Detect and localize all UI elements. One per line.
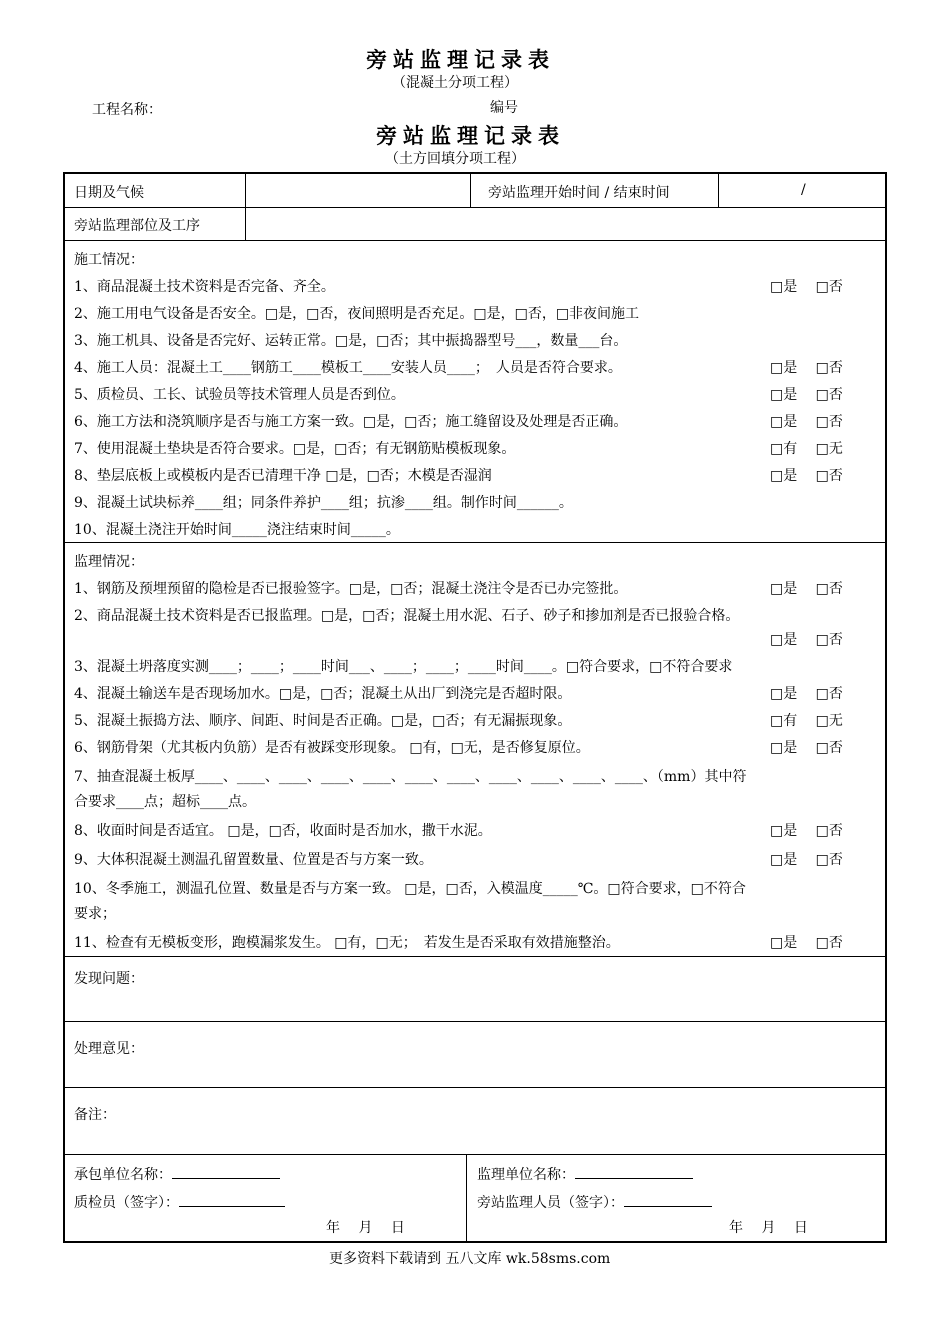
supervision-answer[interactable]: □是 □否 (770, 581, 843, 597)
construction-item: 8、垫层底板上或模板内是否已清理干净 □是，□否；木模是否湿润 (74, 468, 492, 484)
start-end-time-value[interactable]: / (801, 182, 806, 198)
supervisor-unit-label: 监理单位名称： (477, 1164, 693, 1184)
subtitle-1: （混凝土分项工程） (392, 75, 518, 91)
supervision-item: 2、商品混凝土技术资料是否已报监理。□是，□否；混凝土用水泥、石子、砂子和掺加剂是否已报验合格。 (74, 608, 740, 624)
construction-item: 9、混凝土试块标养____组；同条件养护____组；抗渗____组。制作时间______。 (74, 495, 573, 511)
part-process-field[interactable] (247, 209, 882, 239)
supervision-item: 合要求____点；超标____点。 (74, 794, 256, 810)
inspector-label: 质检员（签字）： (74, 1192, 285, 1212)
supervision-item: 11、检查有无模板变形，跑模漏浆发生。 □有，□无； 若发生是否采取有效措施整治。 (74, 935, 620, 951)
problems-label: 发现问题： (74, 971, 144, 987)
supervision-answer[interactable]: □是 □否 (770, 686, 843, 702)
supervision-item: 3、混凝土坍落度实测____；____；____时间___、____；____；____时间____。□符合要求，□不符合要求 (74, 659, 733, 675)
project-name-label: 工程名称： (92, 102, 162, 118)
supervision-answer[interactable]: □是 □否 (770, 823, 843, 839)
construction-item: 3、施工机具、设备是否完好、运转正常。□是，□否；其中振捣器型号___，数量___台。 (74, 333, 628, 349)
subtitle-2: （土方回填分项工程） (385, 151, 525, 167)
supervision-item: 9、大体积混凝土测温孔留置数量、位置是否与方案一致。 (74, 852, 433, 868)
construction-answer[interactable]: □是 □否 (770, 360, 843, 376)
supervisor-unit-field[interactable] (575, 1164, 693, 1179)
contractor-field[interactable] (172, 1164, 280, 1179)
opinion-label: 处理意见： (74, 1041, 144, 1057)
inspector-signature-field[interactable] (179, 1192, 285, 1207)
supervision-item: 要求； (74, 906, 116, 922)
remarks-label: 备注： (74, 1107, 116, 1123)
construction-item: 5、质检员、工长、试验员等技术管理人员是否到位。 (74, 387, 405, 403)
construction-item: 4、施工人员：混凝土工____钢筋工____模板工____安装人员____； 人员是否符合要求。 (74, 360, 622, 376)
construction-answer[interactable]: □是 □否 (770, 414, 843, 430)
supervisor-person-label: 旁站监理人员（签字）： (477, 1192, 712, 1212)
title-2: 旁站监理记录表 (376, 123, 565, 148)
supervision-answer[interactable]: □是 □否 (770, 632, 843, 648)
contractor-label: 承包单位名称： (74, 1164, 280, 1184)
date-weather-label: 日期及气候 (74, 185, 144, 201)
construction-item: 6、施工方法和浇筑顺序是否与施工方案一致。□是，□否；施工缝留设及处理是否正确。 (74, 414, 628, 430)
supervision-item: 8、收面时间是否适宜。 □是，□否，收面时是否加水，撒干水泥。 (74, 823, 492, 839)
title-1: 旁站监理记录表 (366, 47, 555, 72)
date-weather-field[interactable] (247, 176, 469, 206)
record-form (63, 172, 887, 1243)
construction-answer[interactable]: □是 □否 (770, 468, 843, 484)
construction-item: 7、使用混凝土垫块是否符合要求。□是，□否；有无钢筋贴模板现象。 (74, 441, 516, 457)
supervision-heading: 监理情况： (74, 554, 144, 570)
supervision-item: 6、钢筋骨架（尤其板内负筋）是否有被踩变形现象。 □有，□无，是否修复原位。 (74, 740, 590, 756)
supervisor-signature-field[interactable] (624, 1192, 712, 1207)
supervision-item: 5、混凝土振捣方法、顺序、间距、时间是否正确。□是，□否；有无漏振现象。 (74, 713, 572, 729)
supervision-answer[interactable]: □是 □否 (770, 852, 843, 868)
date-right: 年 月 日 (729, 1220, 808, 1236)
supervision-item: 10、冬季施工，测温孔位置、数量是否与方案一致。 □是，□否，入模温度_____℃。□符合要求，□不符合 (74, 881, 746, 897)
supervision-item: 4、混凝土输送车是否现场加水。□是，□否；混凝土从出厂到浇完是否超时限。 (74, 686, 572, 702)
supervision-answer[interactable]: □是 □否 (770, 935, 843, 951)
construction-answer[interactable]: □是 □否 (770, 387, 843, 403)
supervision-answer[interactable]: □是 □否 (770, 740, 843, 756)
construction-item: 10、混凝土浇注开始时间_____浇注结束时间_____。 (74, 522, 400, 538)
supervision-item: 1、钢筋及预埋预留的隐检是否已报验签字。□是，□否；混凝土浇注令是否已办完签批。 (74, 581, 628, 597)
supervision-item: 7、抽查混凝土板厚____、____、____、____、____、____、____、____、____、____、____、（mm）其中符 (74, 769, 747, 785)
footer-note: 更多资料下载请到 五八文库 wk.58sms.com (329, 1251, 611, 1267)
construction-item: 2、施工用电气设备是否安全。□是，□否，夜间照明是否充足。□是，□否，□非夜间施工 (74, 306, 640, 322)
construction-heading: 施工情况： (74, 252, 144, 268)
construction-answer[interactable]: □是 □否 (770, 279, 843, 295)
start-end-time-label: 旁站监理开始时间 / 结束时间 (488, 185, 670, 201)
number-label: 编号 (490, 100, 518, 116)
date-left: 年 月 日 (326, 1220, 405, 1236)
construction-item: 1、商品混凝土技术资料是否完备、齐全。 (74, 279, 335, 295)
supervision-answer[interactable]: □有 □无 (770, 713, 843, 729)
part-process-label: 旁站监理部位及工序 (74, 218, 200, 234)
construction-answer[interactable]: □有 □无 (770, 441, 843, 457)
